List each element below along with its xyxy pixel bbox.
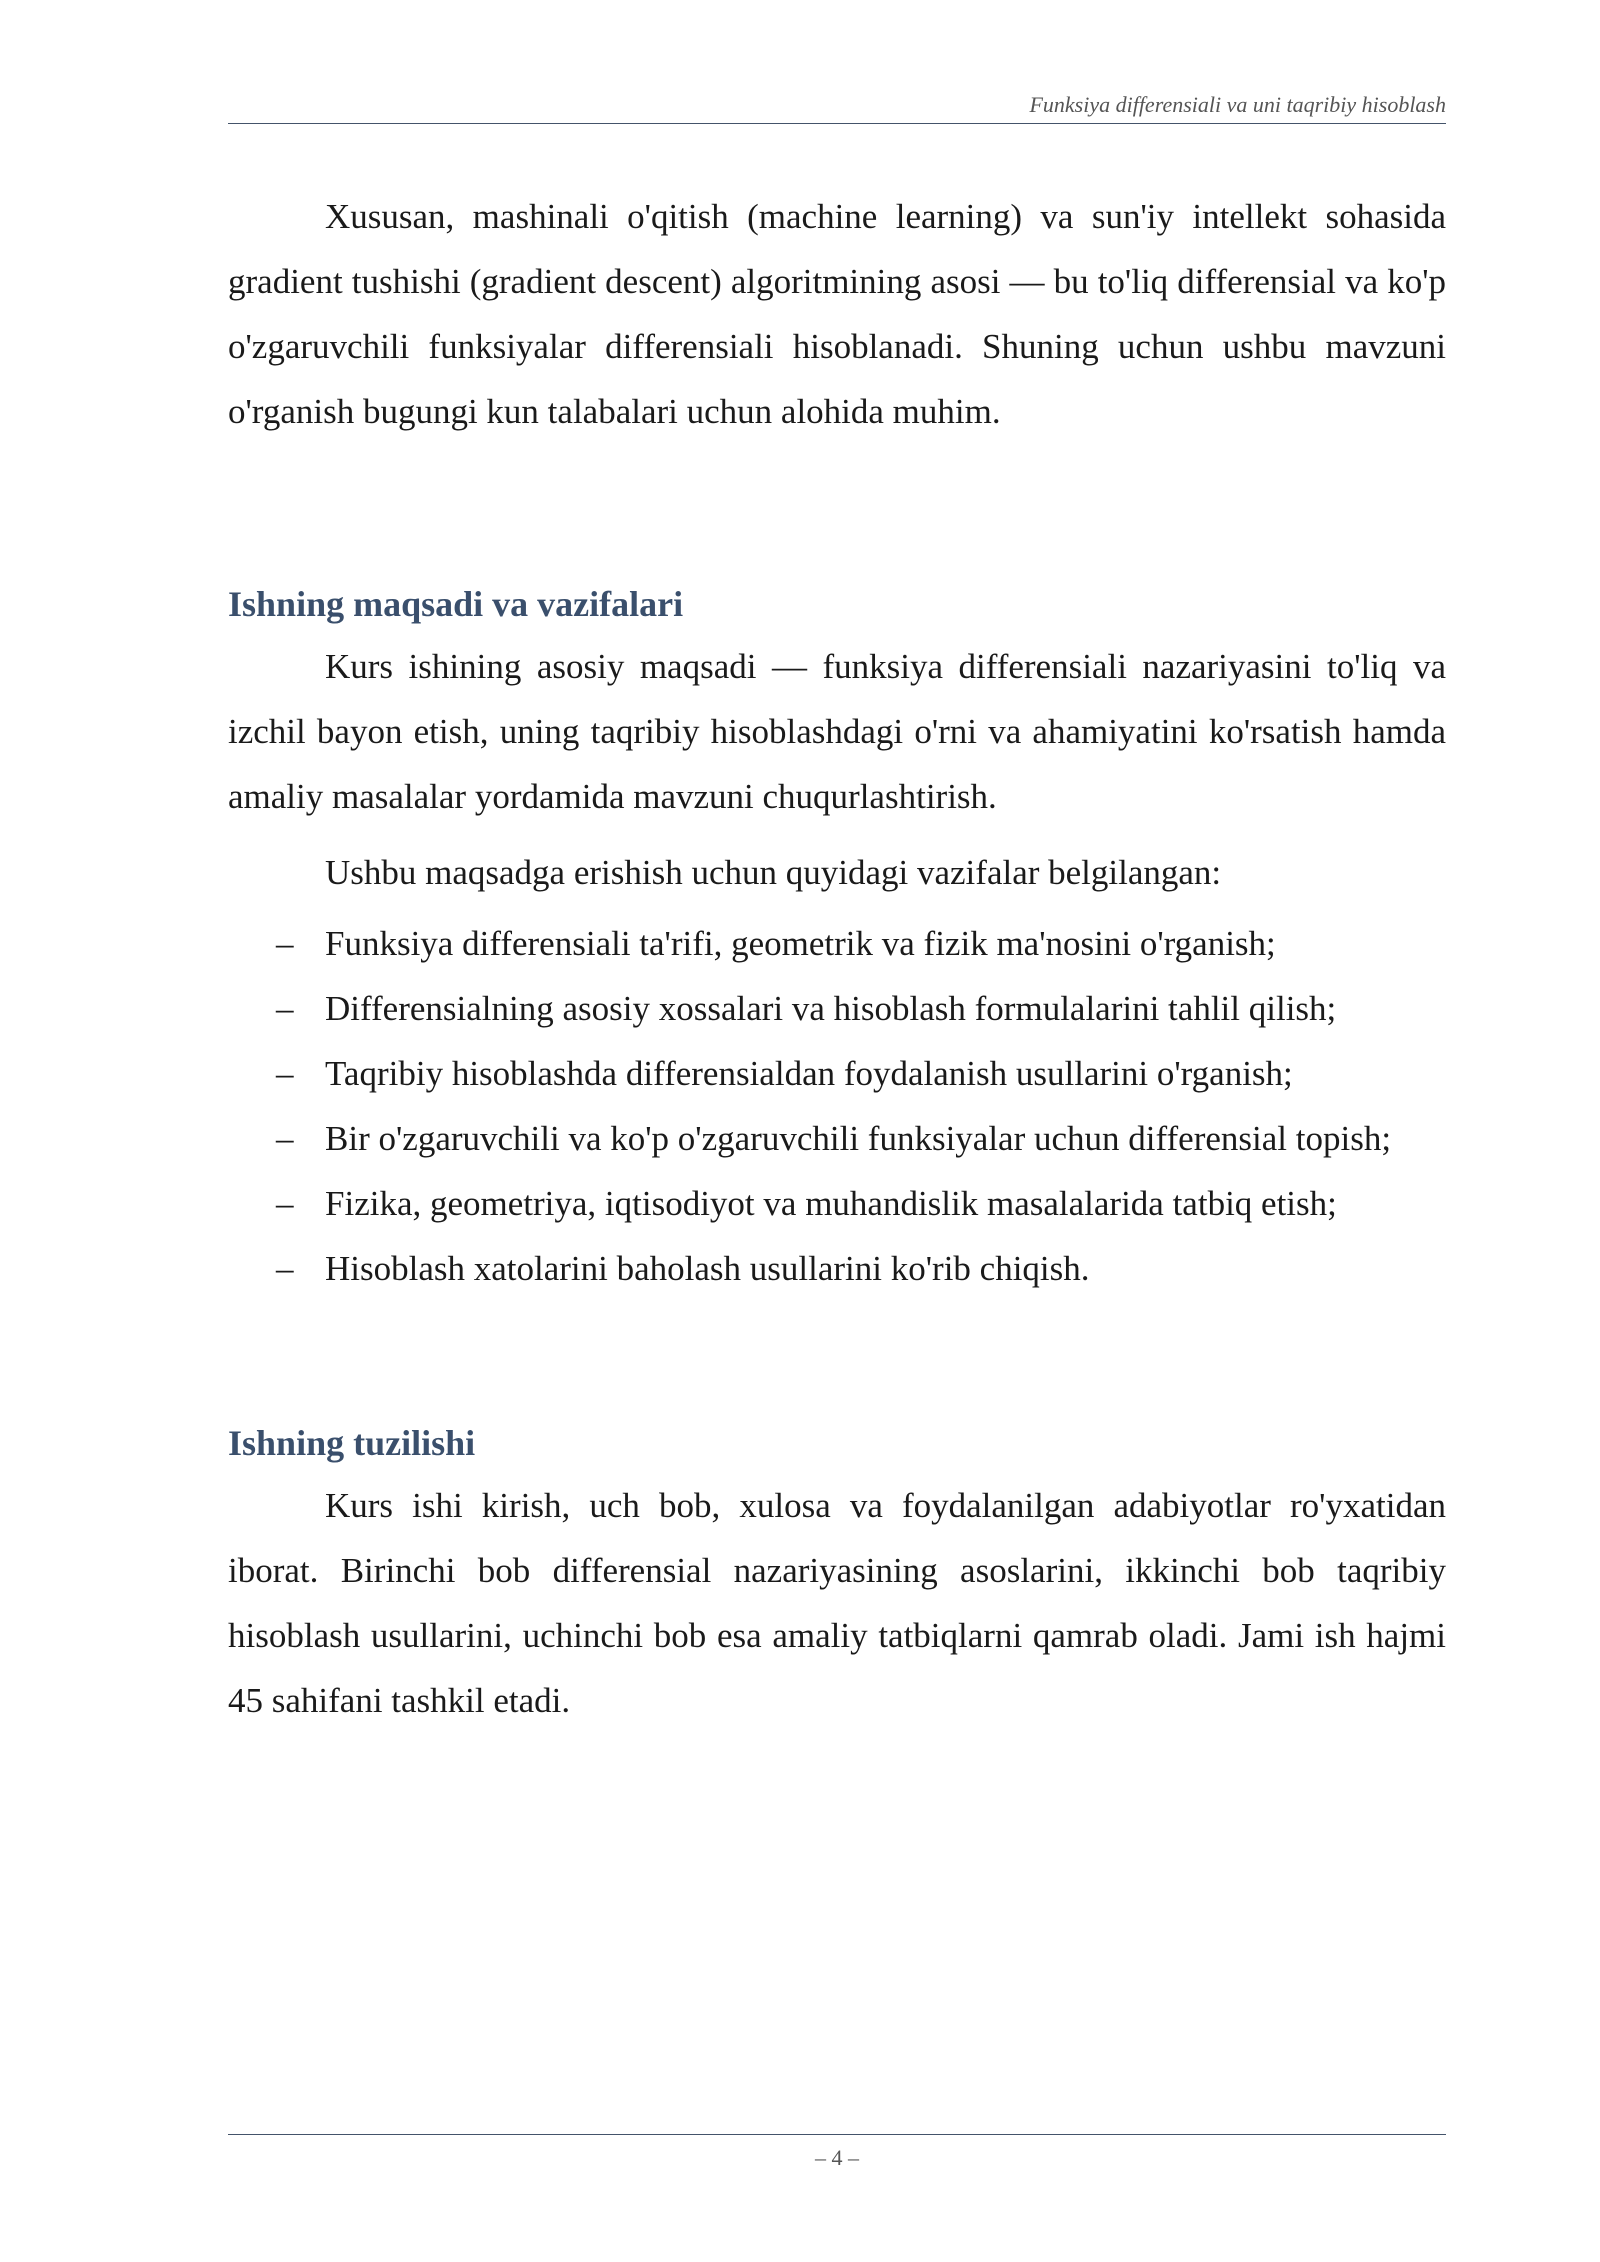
list-item-text: Taqribiy hisoblashda differensialdan foydalanish usullarini o'rganish;	[325, 1054, 1293, 1093]
list-item	[228, 1110, 1446, 1168]
tasks-intro: Ushbu maqsadga erishish uchun quyidagi vazifalar belgilangan:	[325, 853, 1222, 892]
running-header	[228, 92, 1446, 124]
dash-bullet: –	[276, 1054, 294, 1093]
list-item	[228, 915, 1446, 973]
section-heading-structure: Ishning tuzilishi	[228, 1423, 476, 1463]
running-header-title: Funksiya differensiali va uni taqribiy hisoblash	[1029, 92, 1446, 117]
tasks-list	[228, 915, 1446, 1298]
dash-bullet: –	[276, 1249, 294, 1288]
section-heading-goals: Ishning maqsadi va vazifalari	[228, 584, 684, 624]
list-item	[228, 980, 1446, 1038]
list-item-text: Hisoblash xatolarini baholash usullarini ko'rib chiqish.	[325, 1249, 1090, 1288]
list-item	[228, 1240, 1446, 1298]
intro-paragraph: Xususan, mashinali o'qitish (machine learning) va sun'iy intellekt sohasida gradient tushishi (gradient descent) algoritmining asosi — bu to'liq differensial va ko'p o'zgaruvchili funksiyalar differensiali hisoblanadi. Shuning uchun ushbu mavzuni o'rganish bugungi kun talabalari uchun alohida muhim.	[228, 197, 1446, 431]
page-content	[228, 184, 1446, 1733]
page-number: – 4 –	[815, 2145, 859, 2170]
dash-bullet: –	[276, 989, 294, 1028]
list-item-text: Fizika, geometriya, iqtisodiyot va muhandislik masalalarida tatbiq etish;	[325, 1184, 1337, 1223]
list-item	[228, 1045, 1446, 1103]
structure-paragraph: Kurs ishi kirish, uch bob, xulosa va foydalanilgan adabiyotlar ro'yxatidan iborat. Birinchi bob differensial nazariyasining asoslarini, ikkinchi bob taqribiy hisoblash usullarini, uchinchi bob esa amaliy tatbiqlarni qamrab oladi. Jami ish hajmi 45 sahifani tashkil etadi.	[228, 1486, 1446, 1720]
list-item	[228, 1175, 1446, 1233]
list-item-text: Funksiya differensiali ta'rifi, geometrik va fizik ma'nosini o'rganish;	[325, 924, 1276, 963]
goals-paragraph: Kurs ishining asosiy maqsadi — funksiya differensiali nazariyasini to'liq va izchil bayon etish, uning taqribiy hisoblashdagi o'rni va ahamiyatini ko'rsatish hamda amaliy masalalar yordamida mavzuni chuqurlashtirish.	[228, 647, 1446, 816]
dash-bullet: –	[276, 924, 294, 963]
running-footer	[228, 2134, 1446, 2171]
list-item-text: Differensialning asosiy xossalari va hisoblash formulalarini tahlil qilish;	[325, 989, 1337, 1028]
dash-bullet: –	[276, 1119, 294, 1158]
dash-bullet: –	[276, 1184, 294, 1223]
list-item-text: Bir o'zgaruvchili va ko'p o'zgaruvchili funksiyalar uchun differensial topish;	[325, 1119, 1392, 1158]
